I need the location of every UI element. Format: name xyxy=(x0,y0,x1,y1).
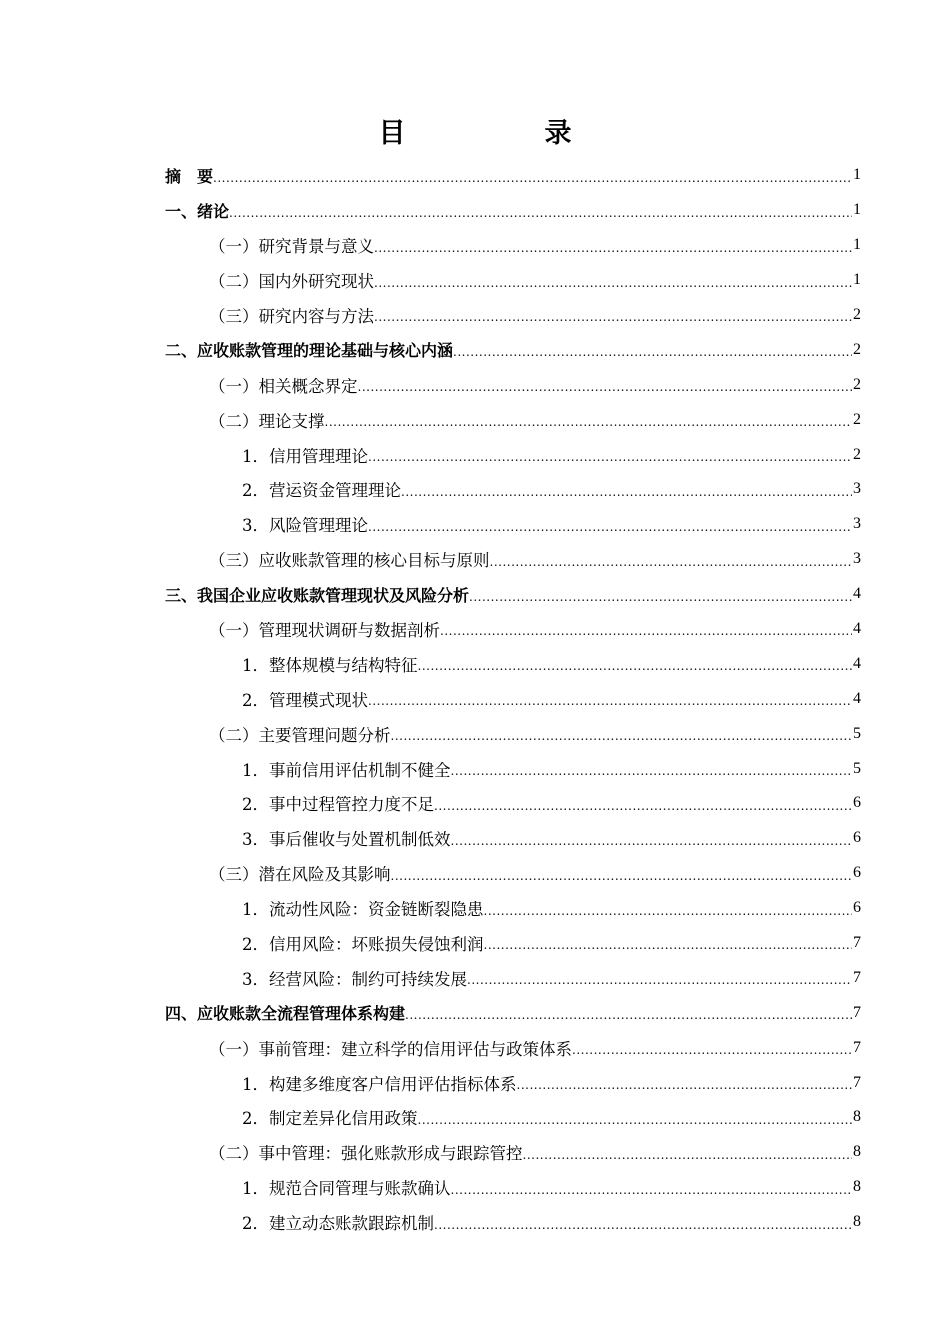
toc-entry[interactable] xyxy=(165,821,861,856)
toc-entry-title: 2．制定差异化信用政策 xyxy=(242,1109,418,1129)
toc-entry[interactable] xyxy=(165,367,861,402)
toc-entry-title: 3．经营风险：制约可持续发展 xyxy=(242,969,467,989)
toc-entry-title: 2．事中过程管控力度不足 xyxy=(242,795,434,815)
toc-page-number: 3 xyxy=(853,550,861,568)
toc-entry-title: （一）管理现状调研与数据剖析 xyxy=(209,621,440,641)
toc-page-number: 8 xyxy=(853,1108,861,1126)
toc-page-number: 3 xyxy=(853,515,861,533)
toc-entry-title: 四、应收账款全流程管理体系构建 xyxy=(165,1004,406,1024)
dot-leader xyxy=(391,870,853,882)
dot-leader xyxy=(368,695,852,707)
toc-entry-title: 1．事前信用评估机制不健全 xyxy=(242,760,451,780)
dot-leader xyxy=(440,625,852,637)
toc-entry-title: 1．构建多维度客户信用评估指标体系 xyxy=(242,1074,517,1094)
toc-page-number: 7 xyxy=(853,1038,861,1056)
dot-leader xyxy=(469,591,852,603)
toc-page-number: 2 xyxy=(853,306,861,323)
dot-leader xyxy=(374,311,852,323)
toc-entry-title: 摘 要 xyxy=(165,166,214,186)
toc-page-number: 1 xyxy=(853,271,861,289)
toc-page-number: 2 xyxy=(853,340,861,358)
toc-entry[interactable] xyxy=(165,1100,861,1135)
dot-leader xyxy=(391,730,853,742)
toc-entry-title: 1．信用管理理论 xyxy=(242,446,368,466)
toc-entry-title: （三）应收账款管理的核心目标与原则 xyxy=(209,551,490,571)
toc-page-number: 5 xyxy=(853,724,861,742)
toc-entry[interactable] xyxy=(165,716,861,751)
dot-leader xyxy=(484,939,853,951)
dot-leader xyxy=(451,1184,853,1196)
toc-entry[interactable] xyxy=(165,1065,861,1100)
toc-page-number: 3 xyxy=(853,480,861,498)
toc-entry-title: 2．营运资金管理理论 xyxy=(242,481,401,501)
toc-entry[interactable] xyxy=(165,298,861,333)
toc-page-number: 7 xyxy=(853,968,861,986)
dot-leader xyxy=(358,381,853,393)
dot-leader xyxy=(484,905,853,917)
table-of-contents xyxy=(165,158,861,1240)
dot-leader xyxy=(453,346,852,358)
toc-entry-title: （二）理论支撑 xyxy=(209,411,325,431)
toc-entry[interactable] xyxy=(165,856,861,891)
toc-entry[interactable] xyxy=(165,786,861,821)
toc-entry[interactable] xyxy=(165,472,861,507)
toc-entry[interactable] xyxy=(165,891,861,926)
dot-leader xyxy=(418,660,853,672)
toc-entry[interactable] xyxy=(165,1030,861,1065)
toc-page-number: 7 xyxy=(853,1003,861,1021)
toc-entry-title: （二）主要管理问题分析 xyxy=(209,725,391,745)
dot-leader xyxy=(572,1044,852,1056)
toc-page-number: 6 xyxy=(853,899,861,917)
toc-page-number: 1 xyxy=(853,166,861,184)
toc-entry-title: （三）研究内容与方法 xyxy=(209,307,374,326)
toc-entry[interactable] xyxy=(165,263,861,298)
toc-page-number: 6 xyxy=(853,794,861,812)
toc-entry-title: 1．流动性风险：资金链断裂隐患 xyxy=(242,900,484,920)
toc-entry-title: 二、应收账款管理的理论基础与核心内涵 xyxy=(165,341,454,361)
toc-page-number: 6 xyxy=(853,829,861,847)
toc-entry[interactable] xyxy=(165,437,861,472)
dot-leader xyxy=(374,277,852,289)
toc-entry[interactable] xyxy=(165,1135,861,1170)
toc-entry-title: （二）国内外研究现状 xyxy=(209,272,374,292)
toc-page-number: 1 xyxy=(853,236,861,254)
dot-leader xyxy=(368,451,852,463)
dot-leader xyxy=(434,800,852,812)
toc-entry[interactable] xyxy=(165,926,861,961)
toc-entry-title: （一）研究背景与意义 xyxy=(209,237,374,257)
dot-leader xyxy=(517,1079,853,1091)
toc-page-number: 2 xyxy=(853,410,861,428)
toc-entry[interactable] xyxy=(165,577,861,612)
toc-entry[interactable] xyxy=(165,995,861,1030)
toc-page-number: 4 xyxy=(853,620,861,638)
toc-page-number: 2 xyxy=(853,445,861,463)
page-title: 目 录 xyxy=(378,118,628,149)
dot-leader xyxy=(451,835,853,847)
toc-entry-title: 2．管理模式现状 xyxy=(242,690,368,710)
dot-leader xyxy=(229,207,852,219)
dot-leader xyxy=(490,556,853,568)
dot-leader xyxy=(374,242,852,254)
toc-entry-title: 3．事后催收与处置机制低效 xyxy=(242,830,451,850)
toc-page-number: 8 xyxy=(853,1213,861,1231)
toc-page-number: 5 xyxy=(853,759,861,777)
toc-entry-title: （三）潜在风险及其影响 xyxy=(209,865,391,885)
toc-entry-title: 一、绪论 xyxy=(165,201,230,221)
toc-entry[interactable] xyxy=(165,646,861,681)
dot-leader xyxy=(368,521,852,533)
toc-entry[interactable] xyxy=(165,193,861,228)
toc-entry-title: （一）事前管理：建立科学的信用评估与政策体系 xyxy=(209,1039,572,1059)
toc-page-number: 6 xyxy=(853,864,861,882)
toc-page-number: 4 xyxy=(853,654,861,672)
toc-page-number: 8 xyxy=(853,1143,861,1161)
toc-entry[interactable] xyxy=(165,402,861,437)
toc-entry[interactable] xyxy=(165,507,861,542)
toc-entry[interactable] xyxy=(165,332,861,367)
toc-entry[interactable] xyxy=(165,1170,861,1205)
toc-entry[interactable] xyxy=(165,960,861,995)
toc-entry[interactable] xyxy=(165,681,861,716)
toc-entry-title: （二）事中管理：强化账款形成与跟踪管控 xyxy=(209,1144,523,1164)
toc-entry[interactable] xyxy=(165,1205,861,1240)
toc-entry-title: （一）相关概念界定 xyxy=(209,376,358,396)
toc-entry-title: 三、我国企业应收账款管理现状及风险分析 xyxy=(165,585,470,605)
dot-leader xyxy=(213,172,852,184)
dot-leader xyxy=(451,765,853,777)
toc-page-number: 7 xyxy=(853,934,861,952)
dot-leader xyxy=(434,1219,852,1231)
dot-leader xyxy=(401,486,852,498)
toc-page-number: 2 xyxy=(853,375,861,393)
toc-page-number: 4 xyxy=(853,585,861,603)
toc-entry-title: 2．信用风险：坏账损失侵蚀利润 xyxy=(242,935,484,955)
dot-leader xyxy=(325,416,853,428)
toc-entry[interactable] xyxy=(165,158,861,193)
dot-leader xyxy=(418,1114,853,1126)
toc-page-number: 1 xyxy=(853,201,861,219)
toc-entry-title: 1．规范合同管理与账款确认 xyxy=(242,1179,451,1199)
toc-entry[interactable] xyxy=(165,228,861,263)
dot-leader xyxy=(523,1149,853,1161)
toc-page-number: 8 xyxy=(853,1178,861,1196)
dot-leader xyxy=(467,974,852,986)
dot-leader xyxy=(405,1009,852,1021)
toc-entry-title: 2．建立动态账款跟踪机制 xyxy=(242,1214,434,1234)
toc-page-number: 7 xyxy=(853,1073,861,1091)
toc-entry-title: 1．整体规模与结构特征 xyxy=(242,655,418,675)
toc-entry-title: 3．风险管理理论 xyxy=(242,516,368,536)
toc-page-number: 4 xyxy=(853,689,861,707)
toc-entry[interactable] xyxy=(165,751,861,786)
toc-entry[interactable] xyxy=(165,542,861,577)
toc-entry[interactable] xyxy=(165,612,861,647)
